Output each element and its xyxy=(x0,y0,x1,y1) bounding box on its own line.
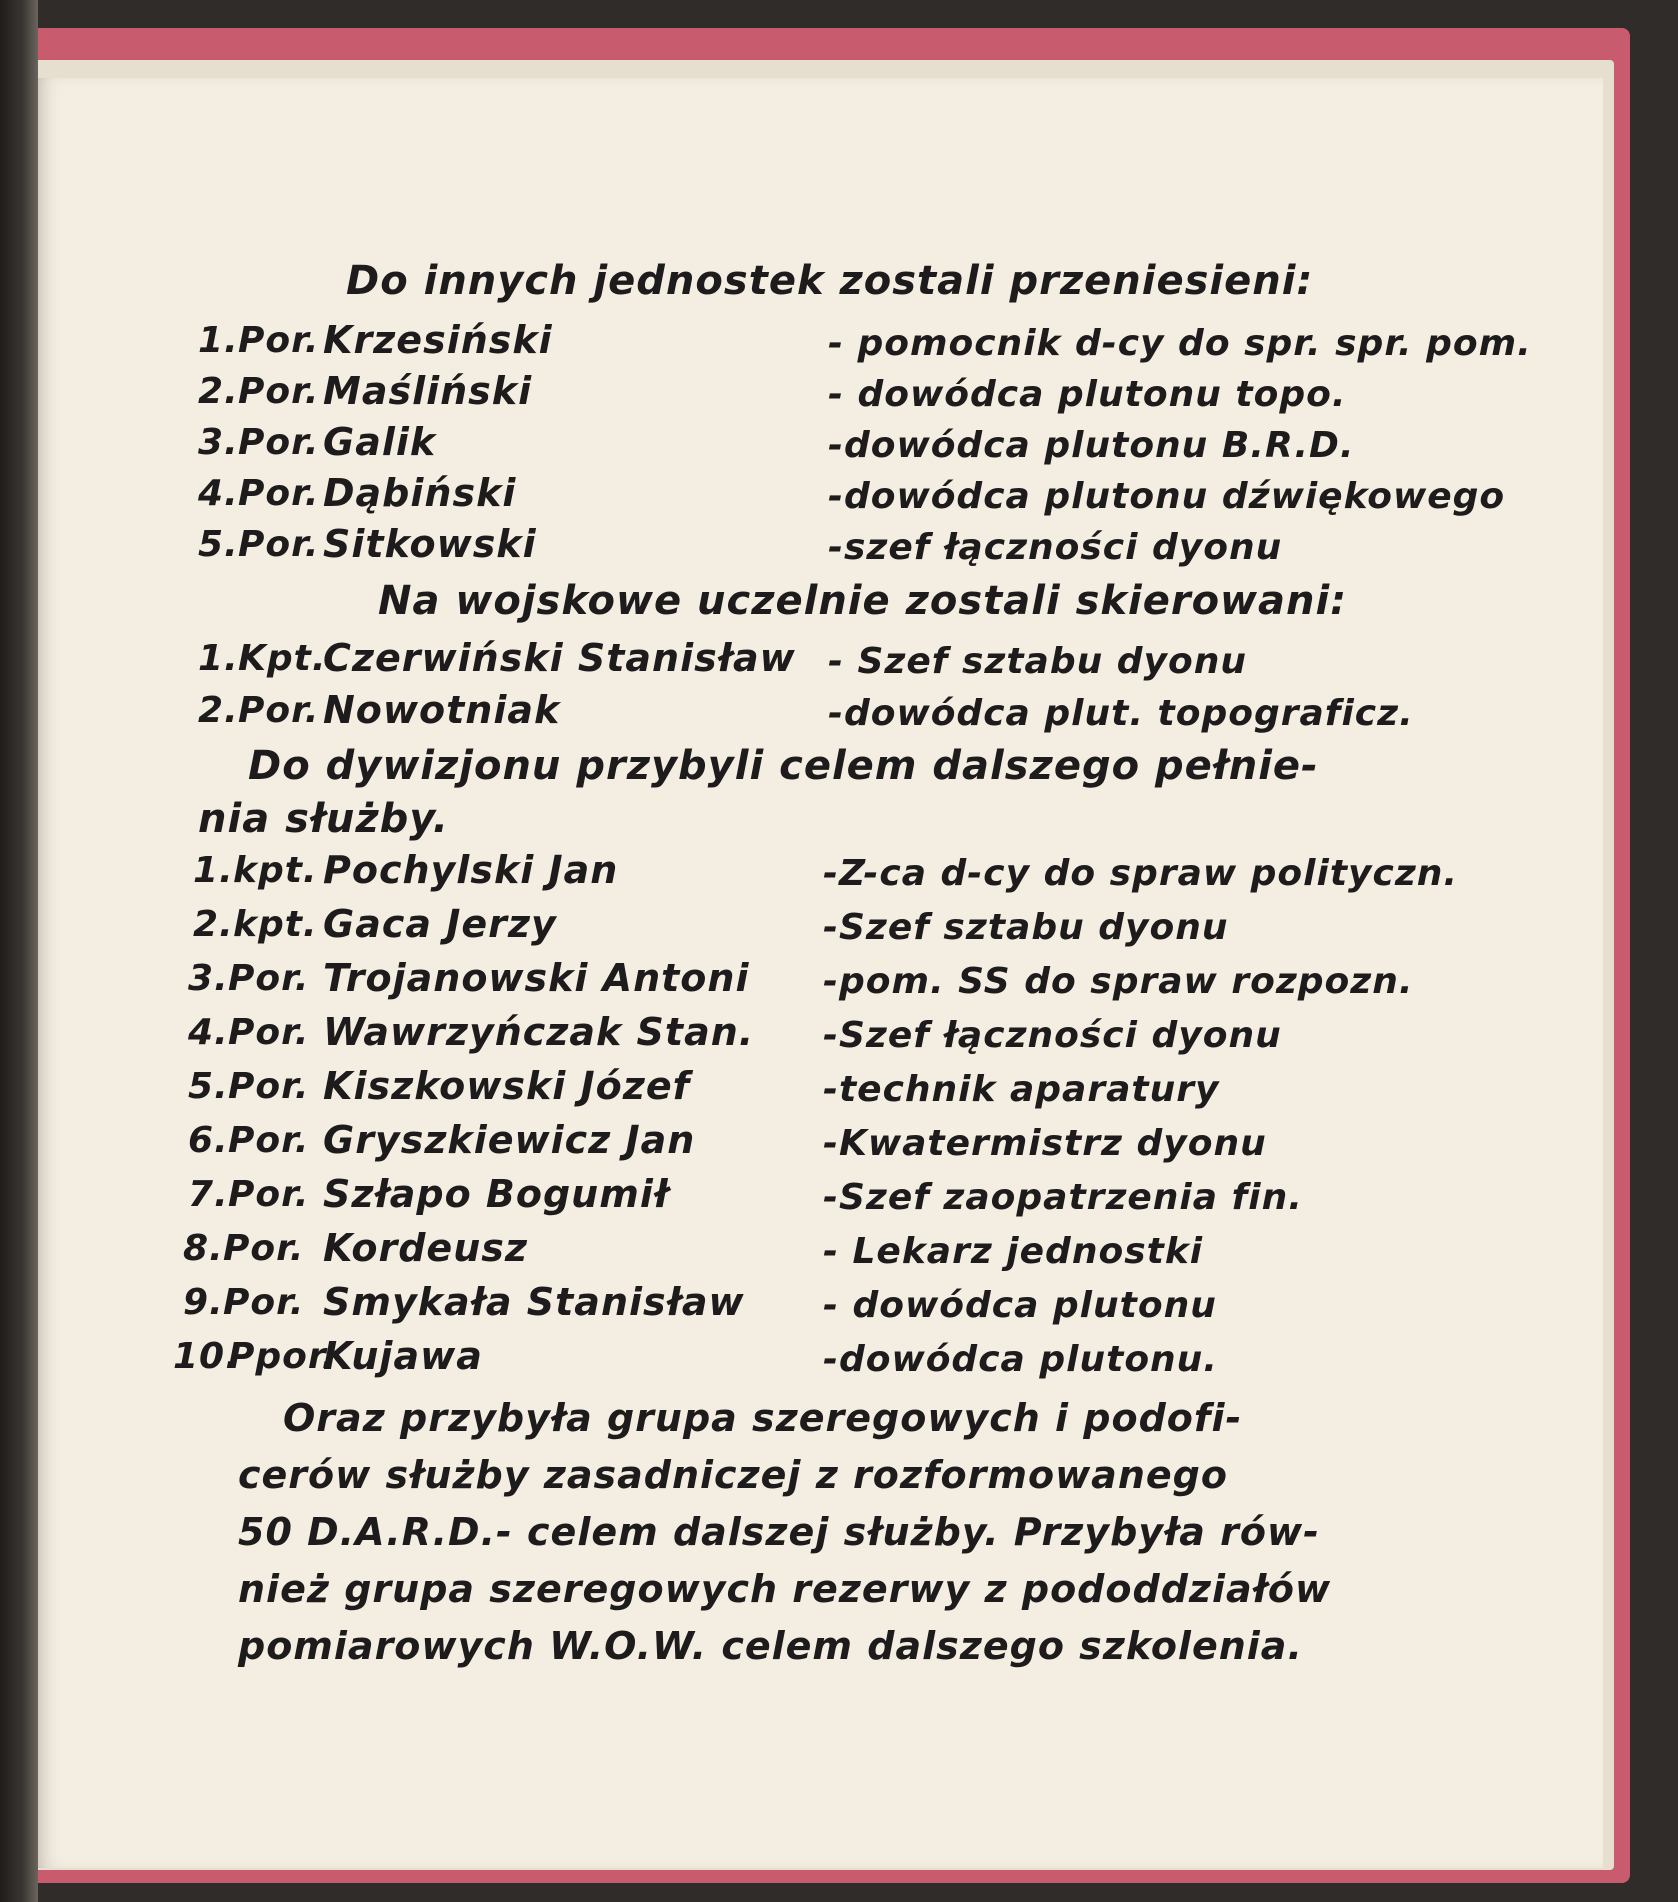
list-item-rank: Por. xyxy=(223,1228,305,1269)
list-item-name: Kiszkowski Józef xyxy=(323,1064,691,1108)
list-item-role: - dowódca plutonu xyxy=(823,1285,1217,1326)
heading-academies: Na wojskowe uczelnie zostali skierowani: xyxy=(378,578,1348,624)
list-item-name: Trojanowski Antoni xyxy=(323,956,750,1000)
list-item-role: -dowódca plutonu dźwiękowego xyxy=(828,476,1506,517)
paragraph-line: 50 D.A.R.D.- celem dalszej służby. Przybyła rów- xyxy=(238,1510,1320,1554)
heading-transferred: Do innych jednostek zostali przeniesieni: xyxy=(346,258,1314,304)
list-item-name: Szłapo Bogumił xyxy=(323,1172,670,1216)
heading-arrived-continued: nia służby. xyxy=(198,796,449,842)
list-item-number: 8. xyxy=(183,1228,224,1269)
list-item-role: - Szef sztabu dyonu xyxy=(828,641,1248,682)
list-item-role: -technik aparatury xyxy=(823,1069,1220,1110)
list-item-name: Galik xyxy=(323,420,437,464)
list-item-number: 4. xyxy=(188,1012,229,1053)
list-item-number: 3. xyxy=(198,422,239,463)
list-item-role: -Z-ca d-cy do spraw polityczn. xyxy=(823,853,1459,894)
list-item-rank: Por. xyxy=(228,1120,310,1161)
list-item-rank: Por. xyxy=(238,473,320,514)
list-item-number: 2. xyxy=(198,690,239,731)
list-item-number: 6. xyxy=(188,1120,229,1161)
list-item-number: 10. xyxy=(173,1336,240,1377)
list-item-name: Gryszkiewicz Jan xyxy=(323,1118,696,1162)
notebook-page xyxy=(38,78,1603,1868)
list-item-number: 1. xyxy=(198,320,239,361)
list-item-number: 2. xyxy=(193,904,234,945)
spine-shadow xyxy=(0,0,38,1902)
list-item-rank: Por. xyxy=(238,690,320,731)
list-item-rank: Por. xyxy=(228,1174,310,1215)
paragraph-line: Oraz przybyła grupa szeregowych i podofi- xyxy=(283,1396,1243,1440)
list-item-name: Nowotniak xyxy=(323,688,561,732)
list-item-name: Kordeusz xyxy=(323,1226,528,1270)
list-item-rank: Por. xyxy=(228,958,310,999)
list-item-name: Gaca Jerzy xyxy=(323,902,557,946)
list-item-number: 5. xyxy=(188,1066,229,1107)
list-item-rank: kpt. xyxy=(233,850,318,891)
list-item-role: -Szef łączności dyonu xyxy=(823,1015,1282,1056)
list-item-name: Smykała Stanisław xyxy=(323,1280,745,1324)
list-item-role: - dowódca plutonu topo. xyxy=(828,374,1347,415)
list-item-rank: Por. xyxy=(238,422,320,463)
paragraph-line: pomiarowych W.O.W. celem dalszego szkolenia. xyxy=(238,1624,1303,1668)
list-item-role: -Szef zaopatrzenia fin. xyxy=(823,1177,1303,1218)
list-item-role: -dowódca plutonu B.R.D. xyxy=(828,425,1355,466)
list-item-number: 1. xyxy=(193,850,234,891)
list-item-name: Pochylski Jan xyxy=(323,848,619,892)
list-item-role: -dowódca plutonu. xyxy=(823,1339,1218,1380)
list-item-rank: kpt. xyxy=(233,904,318,945)
list-item-rank: Kpt. xyxy=(238,638,327,679)
list-item-name: Krzesiński xyxy=(323,318,553,362)
paragraph-line: cerów służby zasadniczej z rozformowanego xyxy=(238,1453,1228,1497)
list-item-role: -dowódca plut. topograficz. xyxy=(828,693,1414,734)
list-item-number: 3. xyxy=(188,958,229,999)
list-item-name: Sitkowski xyxy=(323,522,537,566)
list-item-rank: Por. xyxy=(238,371,320,412)
list-item-rank: Ppor. xyxy=(228,1336,337,1377)
list-item-role: - pomocnik d-cy do spr. spr. pom. xyxy=(828,323,1532,364)
list-item-role: -pom. SS do spraw rozpozn. xyxy=(823,961,1414,1002)
list-item-role: -szef łączności dyonu xyxy=(828,527,1283,568)
list-item-number: 1. xyxy=(198,638,239,679)
list-item-rank: Por. xyxy=(223,1282,305,1323)
list-item-number: 2. xyxy=(198,371,239,412)
list-item-number: 4. xyxy=(198,473,239,514)
list-item-number: 7. xyxy=(188,1174,229,1215)
list-item-number: 5. xyxy=(198,524,239,565)
list-item-name: Czerwiński Stanisław xyxy=(323,636,796,680)
list-item-rank: Por. xyxy=(228,1066,310,1107)
paragraph-line: nież grupa szeregowych rezerwy z pododdziałów xyxy=(238,1567,1332,1611)
list-item-name: Maśliński xyxy=(323,369,533,413)
list-item-number: 9. xyxy=(183,1282,224,1323)
list-item-rank: Por. xyxy=(228,1012,310,1053)
list-item-name: Dąbiński xyxy=(323,471,517,515)
list-item-role: -Szef sztabu dyonu xyxy=(823,907,1229,948)
list-item-rank: Por. xyxy=(238,320,320,361)
list-item-role: -Kwatermistrz dyonu xyxy=(823,1123,1267,1164)
list-item-name: Wawrzyńczak Stan. xyxy=(323,1010,755,1054)
list-item-name: Kujawa xyxy=(323,1334,483,1378)
list-item-rank: Por. xyxy=(238,524,320,565)
heading-arrived: Do dywizjonu przybyli celem dalszego pełnie- xyxy=(248,743,1319,789)
list-item-role: - Lekarz jednostki xyxy=(823,1231,1204,1272)
